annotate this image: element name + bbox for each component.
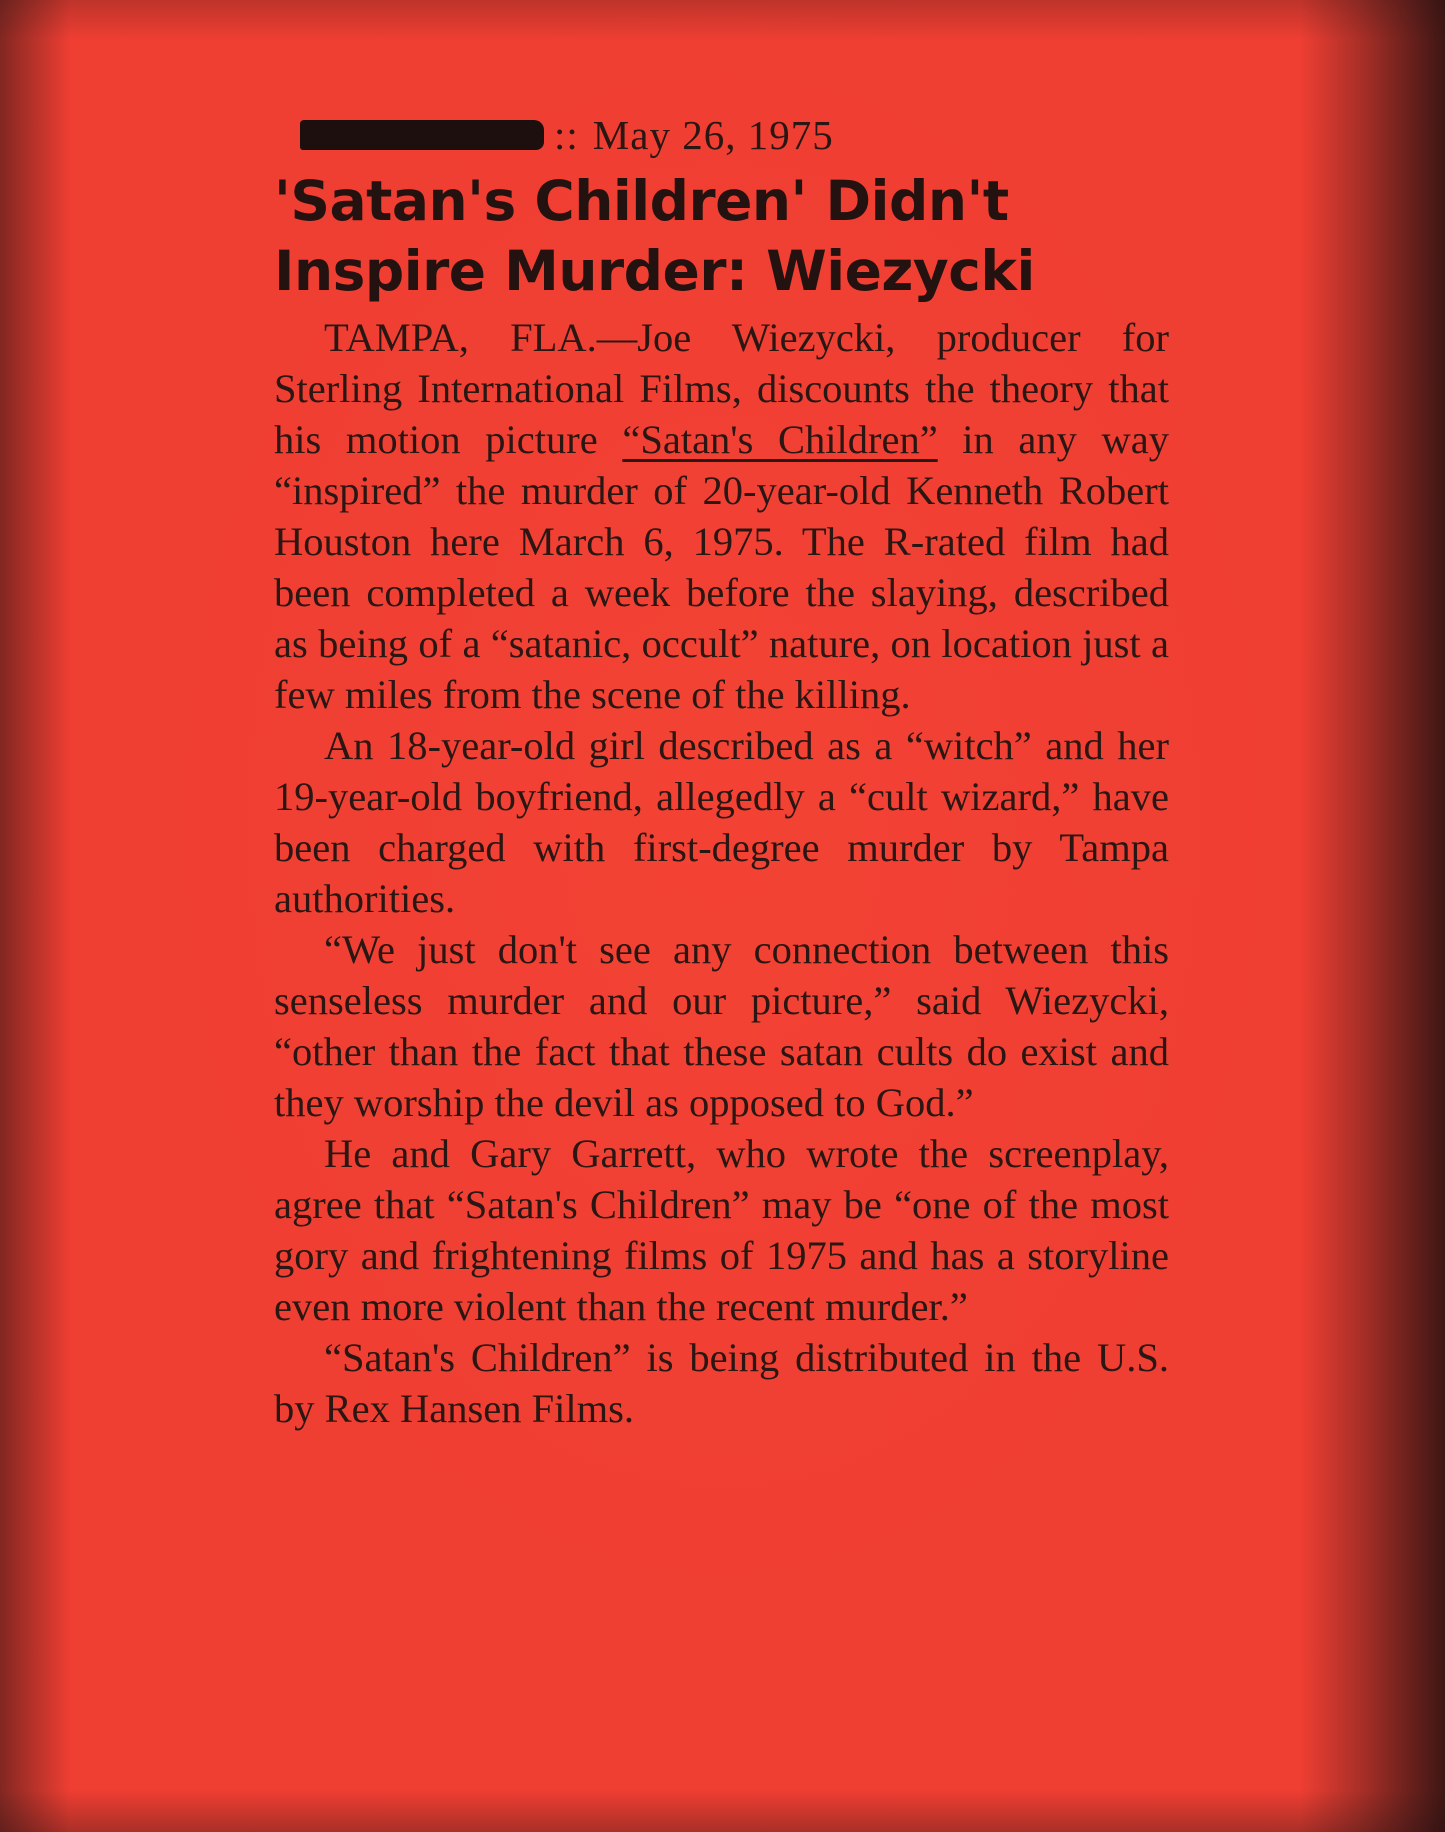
paragraph-1-text-a: TAMPA, FLA.—Joe Wiezycki, producer for Sterling International Films, discounts the theory that his motion picture (274, 315, 1169, 462)
newspaper-clipping (274, 108, 1169, 1434)
redacted-publication-name (300, 120, 544, 150)
paragraph-3: “We just don't see any connection between this senseless murder and our picture,” said Wiezycki, “other than the fact that these satan cults do exist and they worship the devil as opposed to God.” (274, 927, 1169, 1125)
paragraph-5: “Satan's Children” is being distributed in the U.S. by Rex Hansen Films. (274, 1335, 1169, 1431)
underlined-film-title: “Satan's Children” (622, 417, 938, 462)
paragraph-2: An 18-year-old girl described as a “witch” and her 19-year-old boyfriend, allegedly a “cult wizard,” have been charged with first-degree murder by Tampa authorities. (274, 723, 1169, 921)
publication-date: May 26, 1975 (592, 112, 834, 158)
headline-line-2: Inspire Murder: Wiezycki (274, 239, 1035, 303)
paragraph-1 (274, 312, 1169, 720)
headline (274, 166, 1169, 306)
dateline (300, 108, 1169, 162)
headline-line-1: 'Satan's Children' Didn't (274, 169, 1009, 233)
paragraph-1-text-b: in any way “inspired” the murder of 20-year-old Kenneth Robert Houston here March 6, 1975. The R-rated film had been completed a week before the slaying, described as being of a “satanic, occult” nature, on location just a few miles from the scene of the killing. (274, 417, 1170, 717)
paragraph-4: He and Gary Garrett, who wrote the screenplay, agree that “Satan's Children” may be “one of the most gory and frightening films of 1975 and has a storyline even more violent than the recent murder.” (274, 1131, 1169, 1329)
date-separator: :: (554, 112, 579, 158)
article-body (274, 312, 1169, 1434)
